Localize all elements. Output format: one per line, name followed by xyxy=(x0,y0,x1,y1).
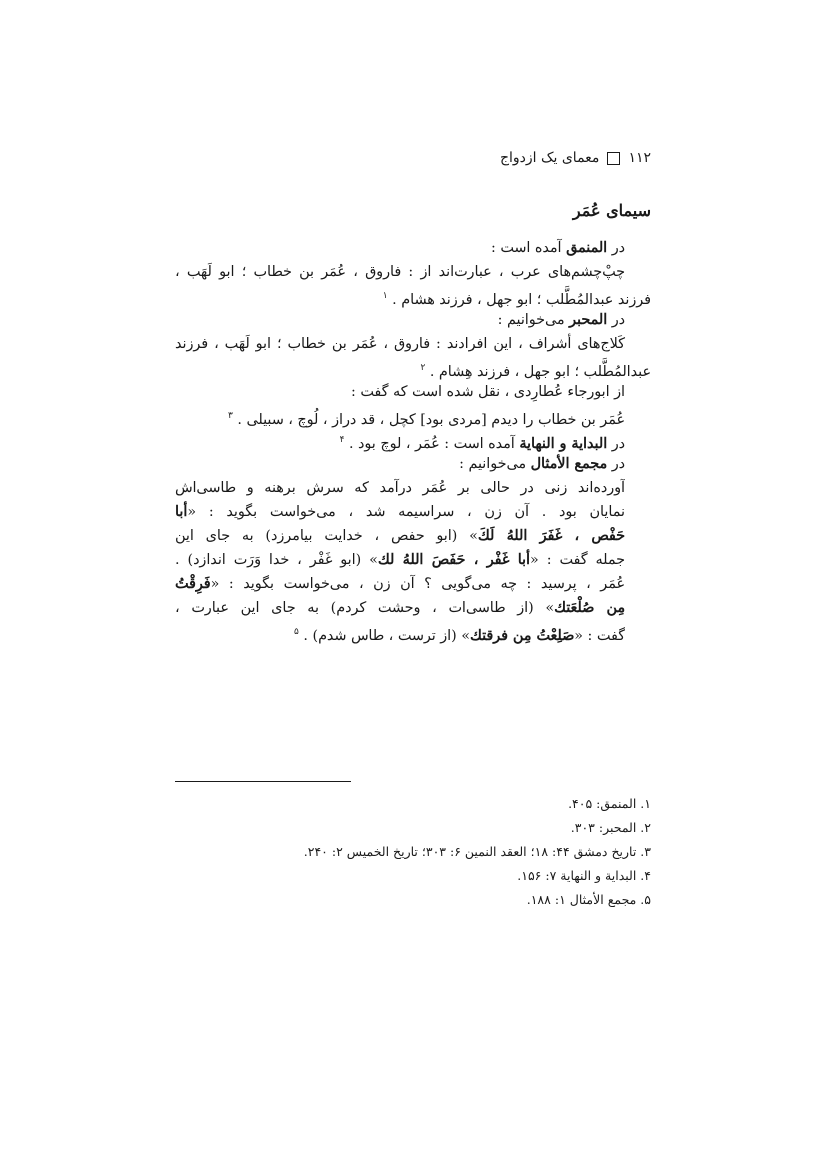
footnote-ref[interactable]: ۳ xyxy=(227,411,233,421)
page-header xyxy=(500,150,651,166)
section-title: سیمای عُمَر xyxy=(572,201,651,220)
paragraph-line: چپْ‌چشم‌های عرب ، عبارت‌اند از : فاروق ، عُمَر بن خطاب ؛ ابو لَهَب ، xyxy=(175,264,625,280)
paragraph-line: عبدالمُطَّلب ؛ ابو جهل ، فرزند هِشام . $^۲$ xyxy=(420,363,651,380)
footnote-item: ۳. تاریخ دمشق ۴۴: ۱۸؛ العقد النمین ۶: ۳۰۳؛ تاریخ الخمیس ۲: ۲۴۰. xyxy=(303,844,651,859)
running-title: معمای یک ازدواج xyxy=(499,150,600,166)
paragraph-line: فرزند عبدالمُطَّلب ؛ ابو جهل ، فرزند هشام . $^۱$ xyxy=(382,291,651,308)
paragraph-intro-amthal: در مجمع الأمثال می‌خوانیم : xyxy=(459,456,625,472)
footnote-divider xyxy=(175,781,351,782)
paragraph-intro-muhabbar: در المحبر می‌خوانیم : xyxy=(497,312,625,328)
paragraph-line: عُمَر بن خطاب را دیدم [مردی بود] کچل ، قد دراز ، لُوچ ، سبیلی . $^۳$ xyxy=(227,411,625,428)
quote-line: گفت : «صَلِعْتُ مِن فرقتك» (از ترست ، طاس شدم) . $^۵$ xyxy=(294,627,625,644)
page-number: ۱۱۲ xyxy=(628,150,651,166)
footnote-ref[interactable]: ۲ xyxy=(420,363,426,373)
footnote-ref[interactable]: ۵ xyxy=(294,627,299,637)
footnote-item: ۲. المحبر: ۳۰۳. xyxy=(570,820,651,835)
quote-line: آورده‌اند زنی در حالی بر عُمَر درآمد که سرش برهنه و طاسی‌اش xyxy=(175,480,625,496)
footnote-item: ۱. المنمق: ۴۰۵. xyxy=(568,796,651,811)
paragraph-intro-munammaq: در المنمق آمده است : xyxy=(490,240,625,256)
footnote-ref[interactable]: ۴ xyxy=(339,435,345,445)
quote-line: مِن صُلْعَتك» (از طاسی‌ات ، وحشت کردم) به جای این عبارت ، xyxy=(175,600,625,616)
book-page xyxy=(175,0,651,1169)
footnotes xyxy=(304,792,651,912)
body-text xyxy=(175,236,651,644)
footnote-item: ۴. البدایة و النهایة ۷: ۱۵۶. xyxy=(517,868,651,883)
block-quote xyxy=(175,476,651,644)
paragraph-line: کَلاج‌های أشراف ، این افرادند : فاروق ، عُمَر بن خطاب ؛ ابو لَهَب ، فرزند xyxy=(175,336,625,352)
quote-line: جمله گفت : «أبا غَفْر ، حَفَصَ اللهُ لك» (ابو غَفْر ، خدا وَرَت اندازد) . xyxy=(175,552,625,568)
footnote-ref[interactable]: ۱ xyxy=(382,291,388,301)
paragraph-line: از ابورجاء عُطارِدی ، نقل شده است که گفت : xyxy=(351,384,625,400)
footnote-item: ۵. مجمع الأمثال ۱: ۱۸۸. xyxy=(526,892,651,907)
square-ornament-icon xyxy=(607,152,620,165)
quote-line: حَفْص ، غَفَرَ اللهُ لَكَ» (ابو حفص ، خدایت بیامرزد) به جای این xyxy=(175,528,625,544)
paragraph-line: در البدایة و النهایة آمده است : عُمَر ، لوچ بود . $^۴$ xyxy=(339,435,625,452)
quote-line: نمایان بود . آن زن ، سراسیمه شد ، می‌خواست بگوید : «أبا xyxy=(175,504,625,520)
quote-line: عُمَر ، پرسید : چه می‌گویی ؟ آن زن ، می‌خواست بگوید : «فَرِقْتُ xyxy=(175,576,625,592)
